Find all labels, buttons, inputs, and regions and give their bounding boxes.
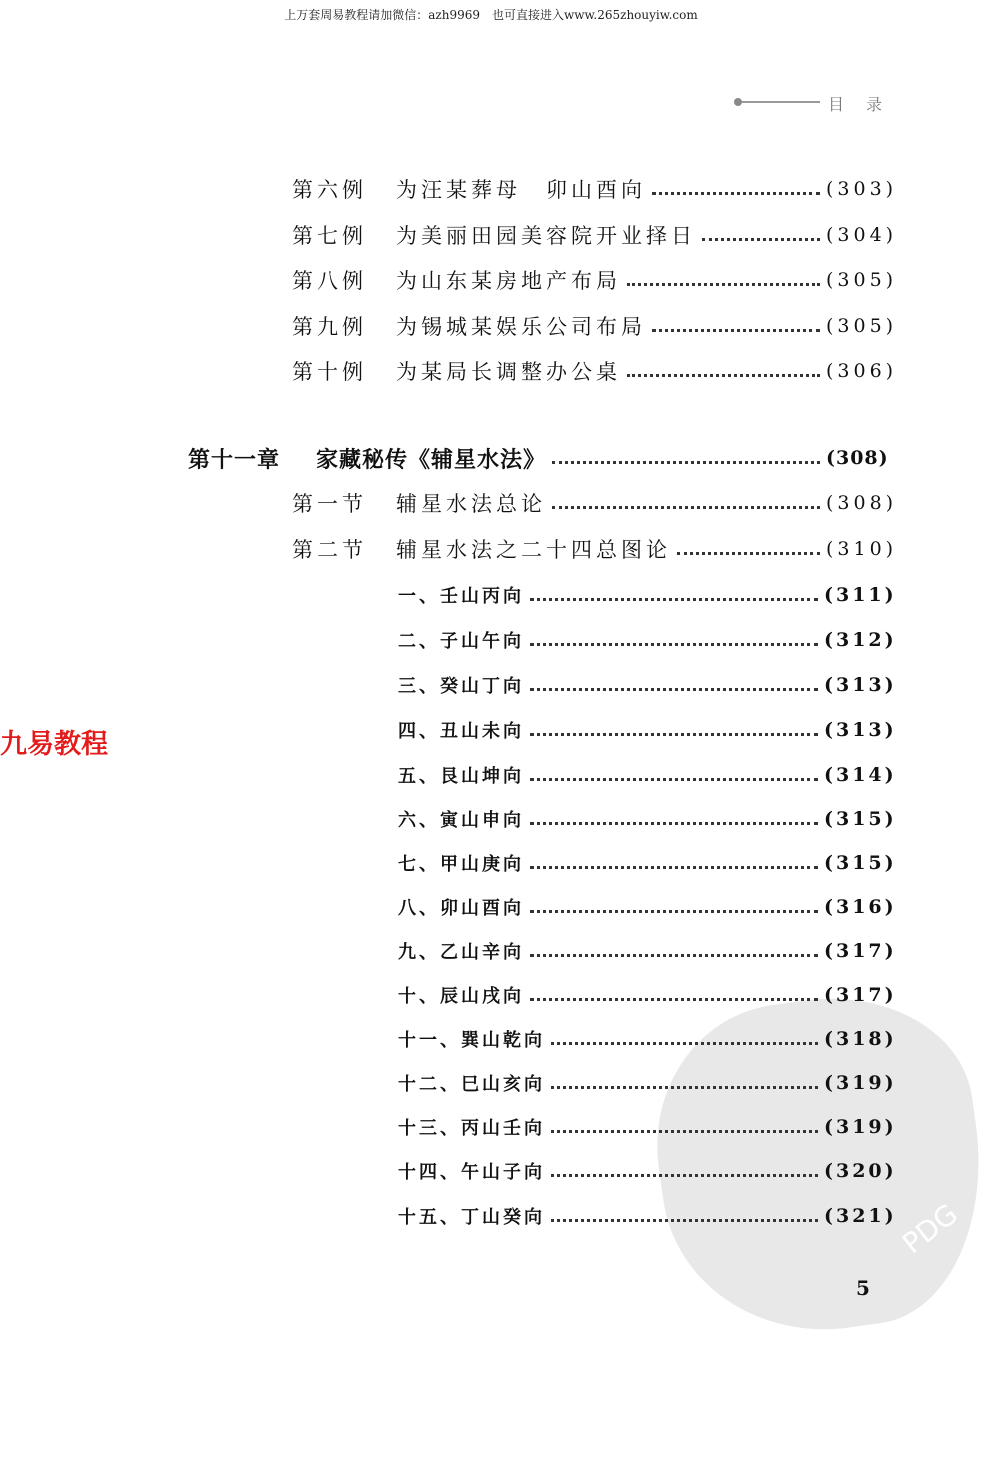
subsection-title: 十三、丙山壬向 [398, 1118, 545, 1139]
subsection-page: (321) [824, 1205, 897, 1227]
subsection-title: 四、丑山未向 [398, 721, 524, 742]
subsection-entry [398, 670, 897, 700]
subsection-page: (317) [824, 940, 897, 962]
toc-entry [292, 534, 898, 564]
subsection-entry [398, 580, 897, 610]
entry-number: 第十例 [292, 360, 367, 384]
chapter-entry [188, 443, 889, 473]
dot-leader [551, 1130, 818, 1133]
page-number: 5 [856, 1276, 870, 1300]
chapter-title: 家藏秘传《辅星水法》 [316, 446, 547, 473]
dot-leader [530, 910, 818, 913]
header-rule [742, 101, 820, 103]
subsection-title: 七、甲山庚向 [398, 854, 524, 875]
entry-number: 第七例 [292, 224, 367, 248]
toc-entry [292, 220, 898, 250]
entry-title: 辅星水法总论 [396, 492, 546, 516]
subsection-page: (316) [824, 896, 897, 918]
subsection-page: (314) [824, 764, 897, 786]
subsection-entry [398, 625, 897, 655]
subsection-title: 一、壬山丙向 [398, 586, 524, 607]
subsection-entry [398, 1156, 897, 1186]
entry-page: (304) [826, 224, 898, 246]
subsection-title: 三、癸山丁向 [398, 676, 524, 697]
dot-leader [530, 866, 818, 869]
subsection-entry [398, 804, 897, 834]
entry-page: (305) [826, 269, 898, 291]
entry-title: 为某局长调整办公桌 [396, 360, 621, 384]
subsection-page: (319) [824, 1116, 897, 1138]
subsection-page: (312) [824, 629, 897, 651]
dot-leader [677, 552, 820, 555]
dot-leader [702, 238, 820, 241]
entry-number: 第二节 [292, 538, 367, 562]
dot-leader [652, 192, 820, 195]
toc-entry-label [292, 265, 621, 295]
subsection-entry [398, 1201, 897, 1231]
subsection-page: (318) [824, 1028, 897, 1050]
chapter-label [188, 443, 546, 474]
entry-page: (308) [826, 492, 898, 514]
dot-leader [530, 778, 818, 781]
subsection-title: 九、乙山辛向 [398, 942, 524, 963]
dot-leader [530, 954, 818, 957]
dot-leader [552, 506, 820, 509]
subsection-page: (315) [824, 852, 897, 874]
toc-entry [292, 265, 898, 295]
subsection-page: (313) [824, 674, 897, 696]
toc-entry-label [292, 220, 696, 250]
subsection-title: 二、子山午向 [398, 631, 524, 652]
toc-entry [292, 488, 898, 518]
header-title: 目录 [828, 95, 905, 114]
toc-entry-label [292, 311, 646, 341]
chapter-number: 第十一章 [188, 446, 281, 473]
dot-leader [530, 822, 818, 825]
dot-leader [530, 688, 818, 691]
subsection-entry [398, 1068, 897, 1098]
bullet-dot [734, 98, 742, 106]
subsection-title: 八、卯山酉向 [398, 898, 524, 919]
subsection-page: (320) [824, 1160, 897, 1182]
subsection-title: 十一、巽山乾向 [398, 1030, 545, 1051]
dot-leader [552, 461, 820, 464]
dot-leader [551, 1042, 818, 1045]
entry-title: 为美丽田园美容院开业择日 [396, 224, 696, 248]
chapter-page: (308) [826, 447, 889, 469]
subsection-page: (313) [824, 719, 897, 741]
subsection-entry [398, 760, 897, 790]
subsection-page: (311) [824, 584, 897, 606]
subsection-entry [398, 1024, 897, 1054]
entry-title: 辅星水法之二十四总图论 [396, 538, 671, 562]
dot-leader [530, 643, 818, 646]
top-banner: 上万套周易教程请加微信：azh9969 也可直接进入www.265zhouyiw.com [284, 8, 698, 22]
dot-leader [530, 733, 818, 736]
dot-leader [530, 998, 818, 1001]
toc-entry-label [292, 174, 646, 204]
running-header [734, 92, 905, 116]
red-watermark: 九易教程 [0, 729, 108, 760]
dot-leader [551, 1174, 818, 1177]
entry-number: 第六例 [292, 178, 367, 202]
entry-number: 第八例 [292, 269, 367, 293]
toc-entry-label [292, 356, 621, 386]
subsection-page: (317) [824, 984, 897, 1006]
subsection-page: (315) [824, 808, 897, 830]
subsection-title: 十四、午山子向 [398, 1162, 545, 1183]
stamp-pdg-text: PDG [896, 1197, 964, 1261]
subsection-entry [398, 892, 897, 922]
toc-entry [292, 356, 898, 386]
entry-number: 第一节 [292, 492, 367, 516]
entry-number: 第九例 [292, 315, 367, 339]
subsection-entry [398, 1112, 897, 1142]
dot-leader [627, 283, 820, 286]
entry-page: (305) [826, 315, 898, 337]
dot-leader [652, 329, 820, 332]
subsection-title: 六、寅山申向 [398, 810, 524, 831]
entry-page: (303) [826, 178, 898, 200]
subsection-title: 五、艮山坤向 [398, 766, 524, 787]
entry-page: (306) [826, 360, 898, 382]
toc-entry-label [292, 534, 671, 564]
subsection-entry [398, 936, 897, 966]
entry-page: (310) [826, 538, 898, 560]
dot-leader [627, 374, 820, 377]
entry-title: 为汪某葬母 卯山酉向 [396, 178, 646, 202]
subsection-title: 十二、巳山亥向 [398, 1074, 545, 1095]
subsection-entry [398, 715, 897, 745]
toc-entry [292, 311, 898, 341]
toc-entry-label [292, 488, 546, 518]
entry-title: 为山东某房地产布局 [396, 269, 621, 293]
subsection-entry [398, 980, 897, 1010]
subsection-entry [398, 848, 897, 878]
subsection-title: 十五、丁山癸向 [398, 1207, 545, 1228]
dot-leader [530, 598, 818, 601]
toc-entry [292, 174, 898, 204]
subsection-title: 十、辰山戌向 [398, 986, 524, 1007]
dot-leader [551, 1219, 818, 1222]
entry-title: 为锡城某娱乐公司布局 [396, 315, 646, 339]
dot-leader [551, 1086, 818, 1089]
subsection-page: (319) [824, 1072, 897, 1094]
